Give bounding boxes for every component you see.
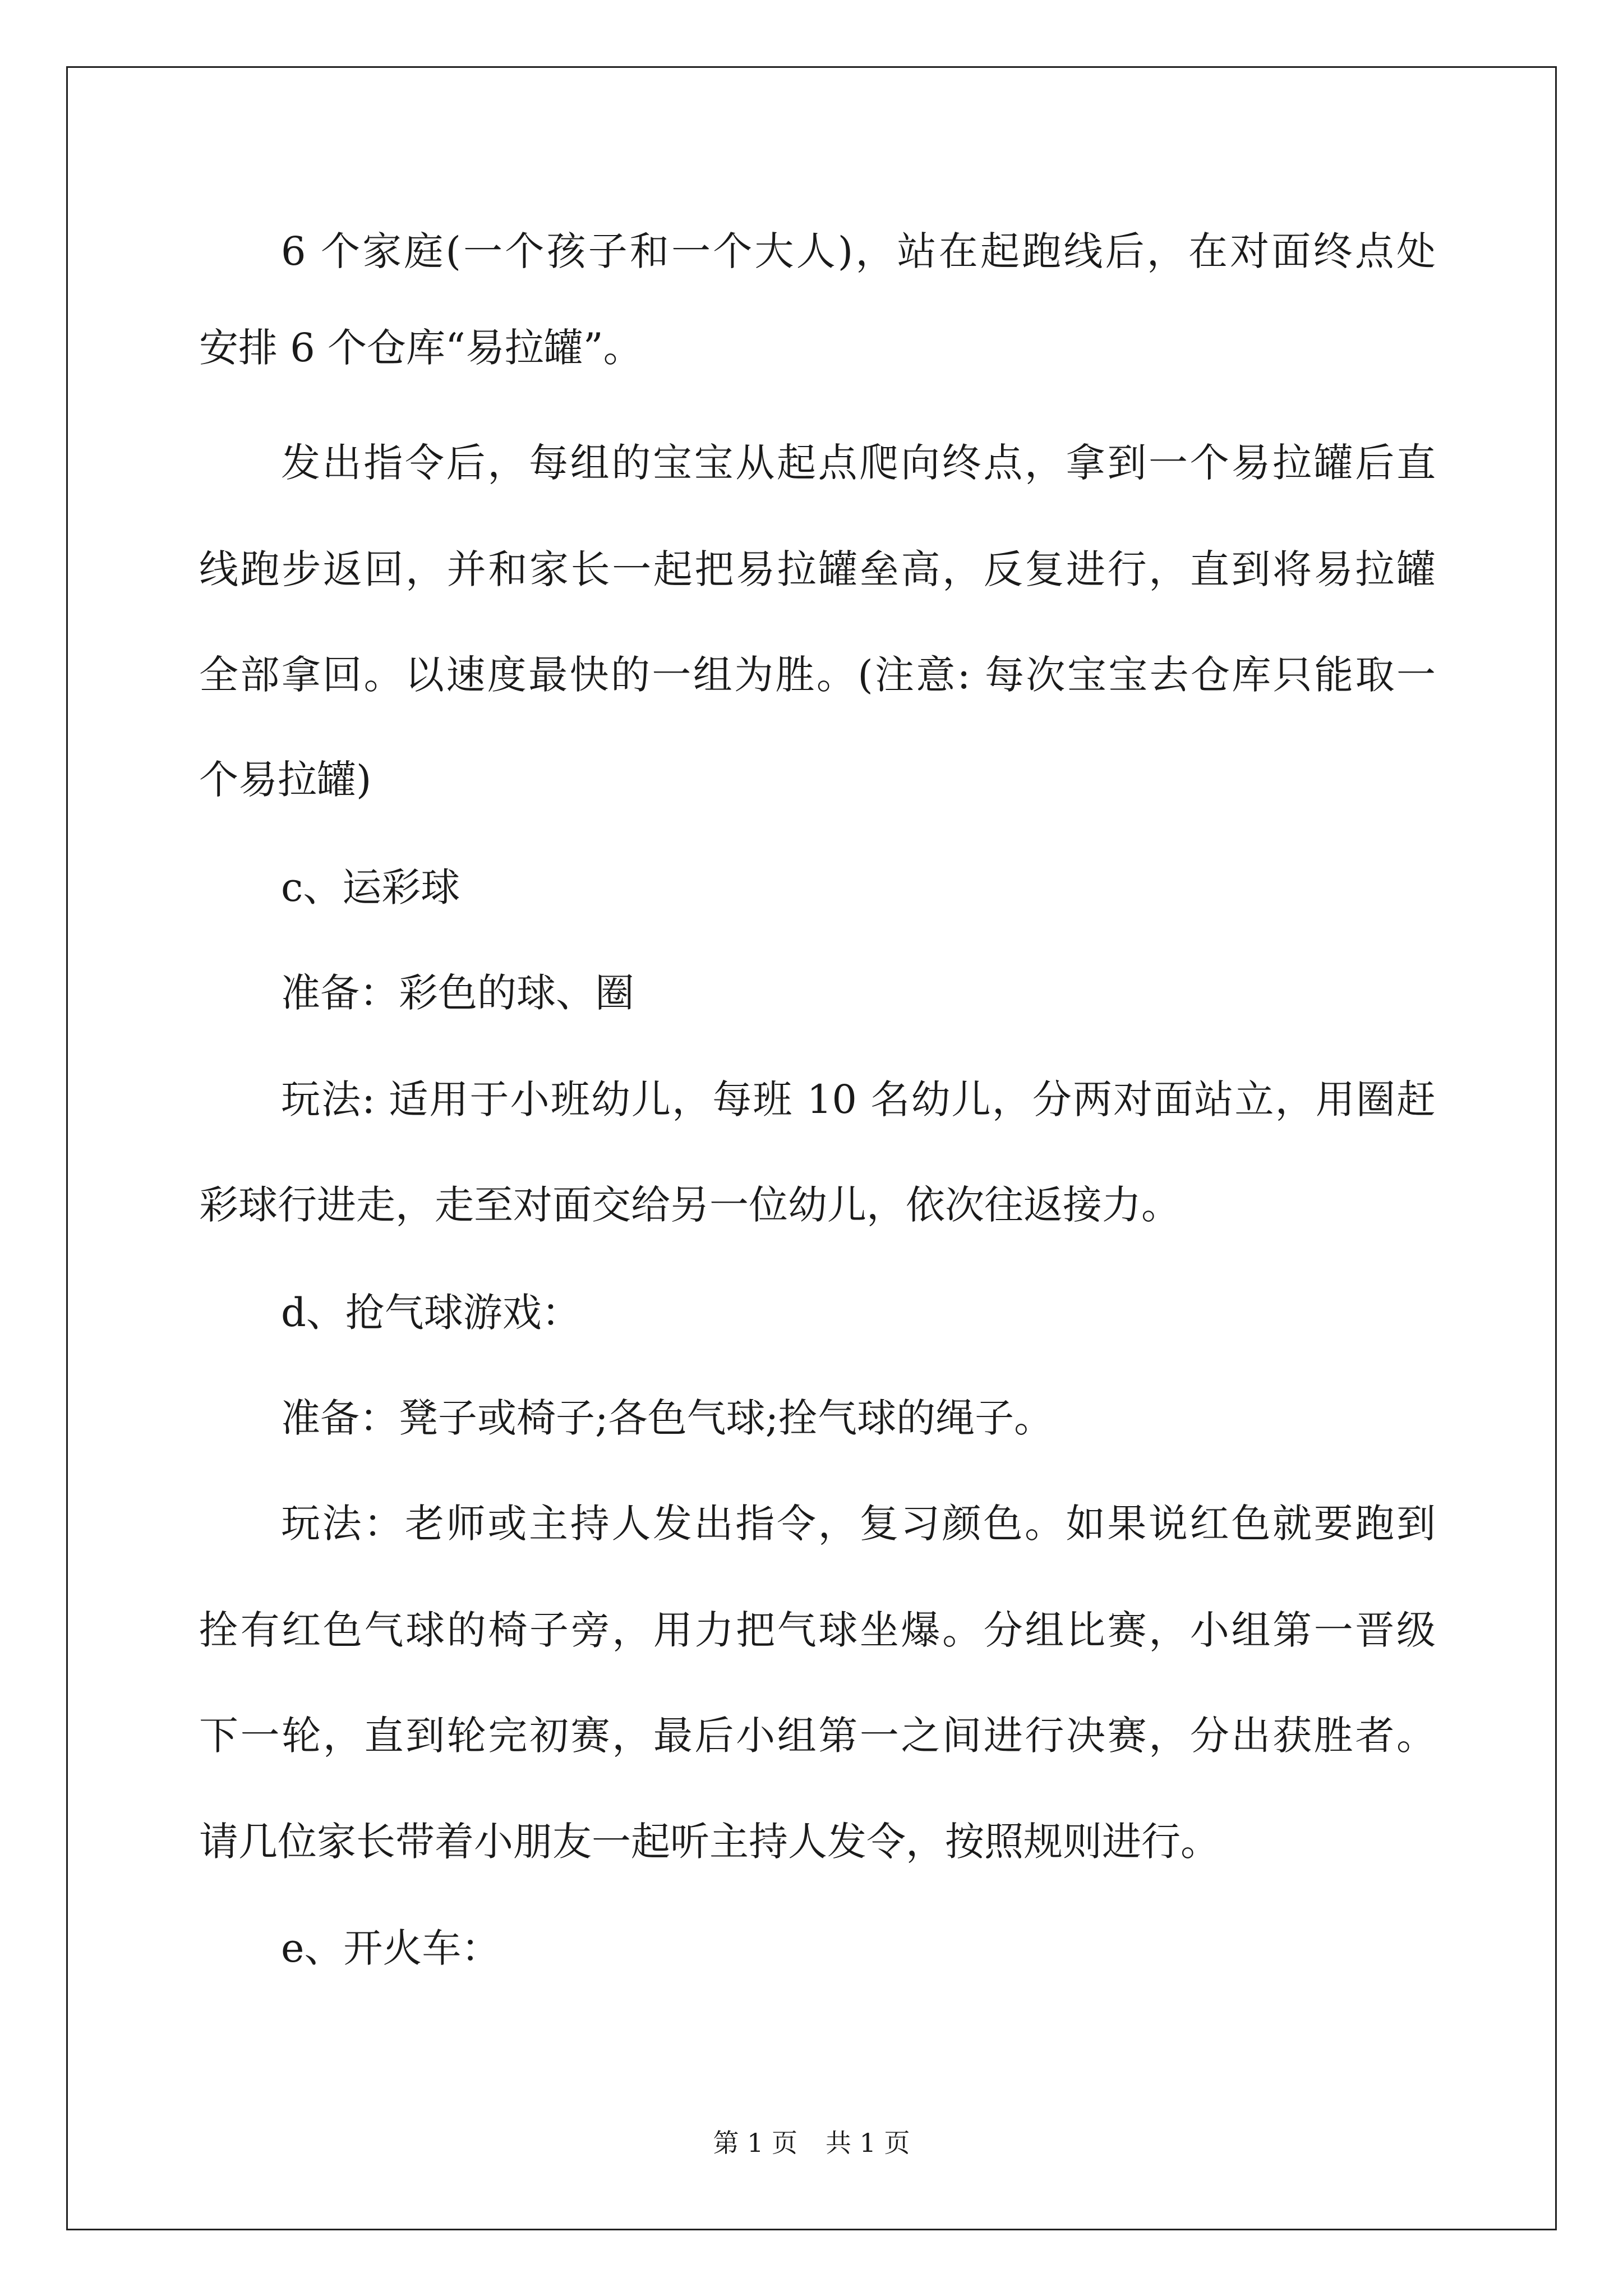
- paragraph-line: 彩球行进走，走至对面交给另一位幼儿，依次往返接力。: [199, 1182, 1181, 1228]
- section-heading: d、抢气球游戏：: [281, 1290, 581, 1336]
- paragraph-line: 个易拉罐): [199, 757, 372, 803]
- paragraph-line: 发出指令后，每组的宝宝从起点爬向终点，拿到一个易拉罐后直: [281, 440, 1436, 486]
- paragraph-line: 下一轮，直到轮完初赛，最后小组第一之间进行决赛，分出获胜者。: [199, 1713, 1436, 1759]
- paragraph-line: 玩法: 适用于小班幼儿，每班 10 名幼儿，分两对面站立，用圈赶: [281, 1076, 1436, 1122]
- paragraph-line: 全部拿回。以速度最快的一组为胜。(注意: 每次宝宝去仓库只能取一: [199, 652, 1436, 698]
- paragraph-line: 线跑步返回，并和家长一起把易拉罐垒高，反复进行，直到将易拉罐: [199, 546, 1436, 592]
- page-total: 共 1 页: [826, 2128, 910, 2158]
- paragraph-line: 请几位家长带着小朋友一起听主持人发令，按照规则进行。: [199, 1819, 1220, 1865]
- paragraph-line: 准备：彩色的球、圈: [281, 970, 634, 1016]
- page-footer: [0, 2126, 1623, 2160]
- paragraph-line: 安排 6 个仓库“易拉罐”。: [199, 325, 643, 371]
- page-frame: [66, 66, 1557, 2230]
- paragraph-line: 玩法：老师或主持人发出指令，复习颜色。如果说红色就要跑到: [281, 1501, 1436, 1547]
- section-heading: c、运彩球: [281, 864, 460, 910]
- paragraph-line: 6 个家庭(一个孩子和一个大人)，站在起跑线后，在对面终点处: [281, 228, 1436, 274]
- paragraph-line: 拴有红色气球的椅子旁，用力把气球坐爆。分组比赛，小组第一晋级: [199, 1607, 1436, 1653]
- paragraph-line: 准备：凳子或椅子;各色气球;拴气球的绳子。: [281, 1395, 1054, 1441]
- section-heading: e、开火车：: [281, 1925, 501, 1971]
- page-number: 第 1 页: [713, 2128, 797, 2158]
